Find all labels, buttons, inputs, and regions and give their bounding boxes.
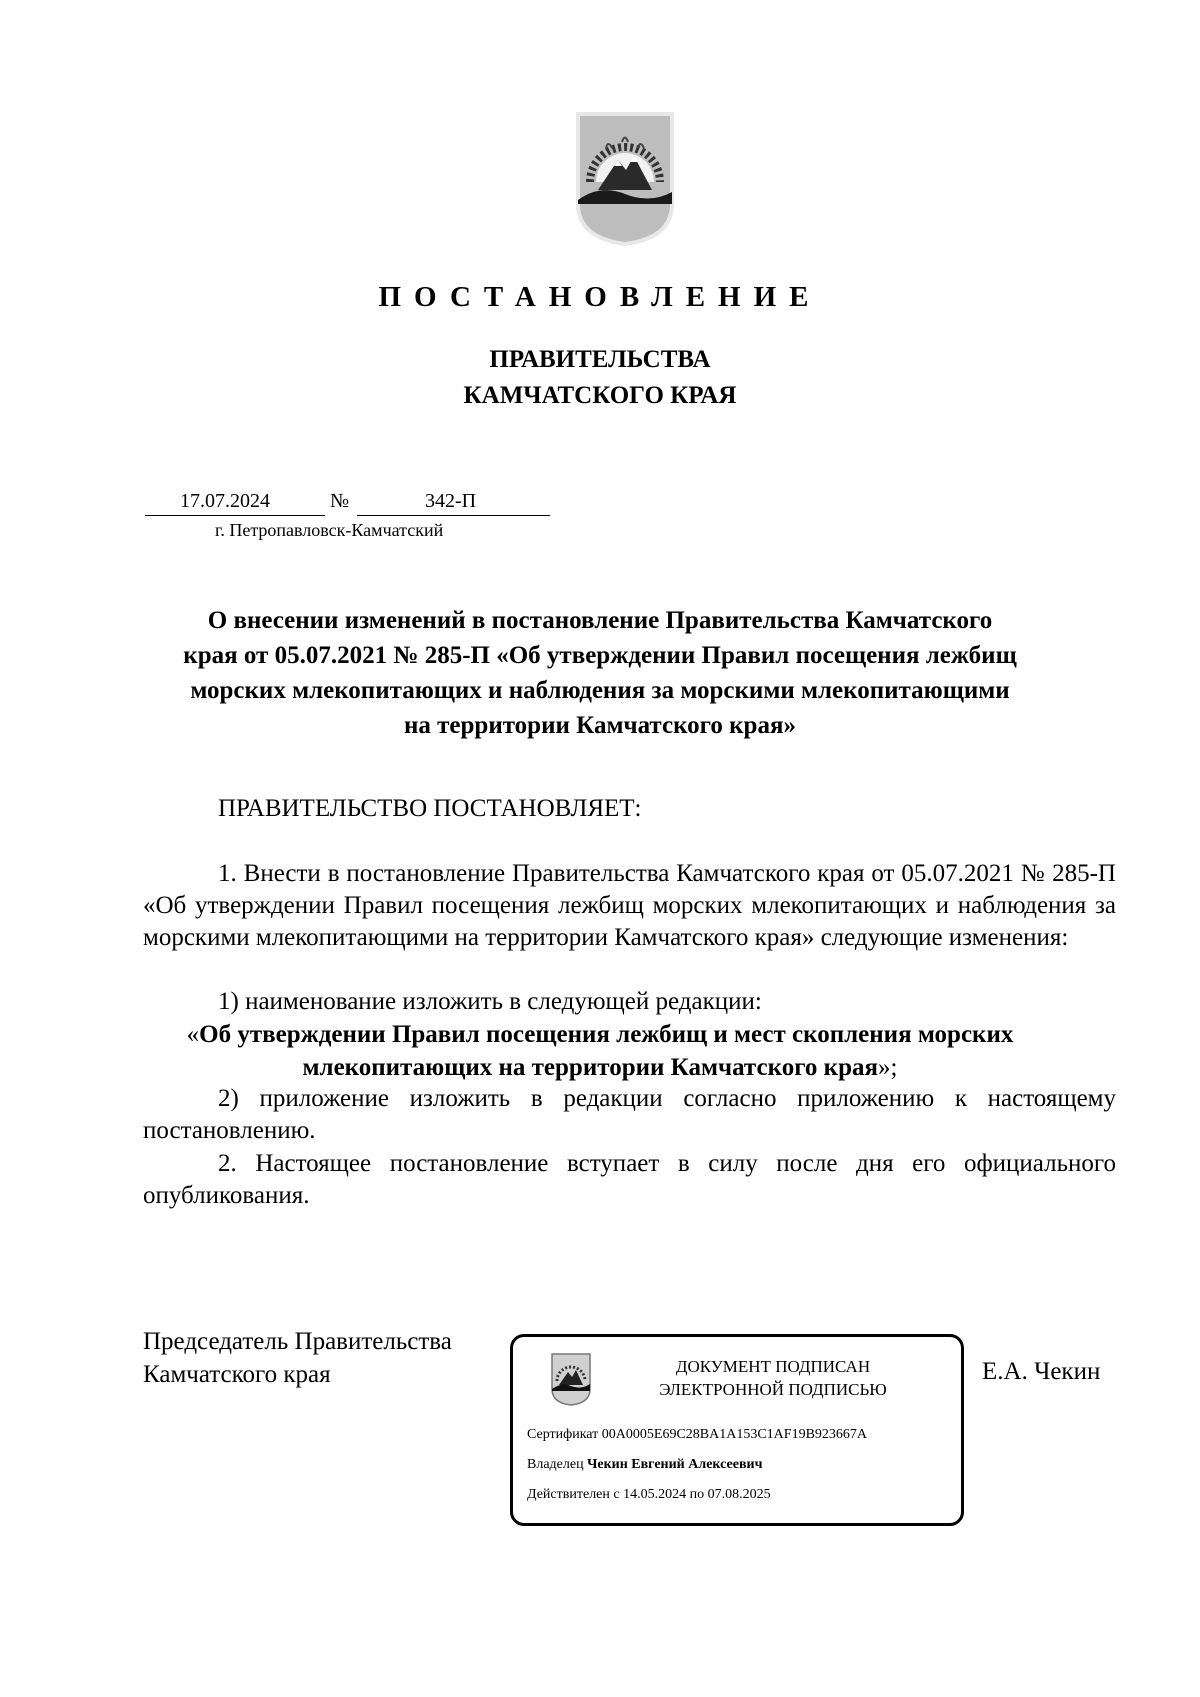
certificate-label: Сертификат: [527, 1427, 599, 1442]
document-type: ПОСТАНОВЛЕНИЕ: [378, 281, 822, 313]
position-line-2: Камчатского края: [143, 1361, 331, 1388]
paragraph-2: 2. Настоящее постановление вступает в силу после дня его официального опубликования.: [143, 1150, 1116, 1209]
paragraph-1: 1. Внести в постановление Правительства Камчатского края от 05.07.2021 № 285-П «Об утверждении Правил посещения лежбищ морских млекопитающих и наблюдения за морскими млекопитающими на территории Камчатского края» следующие изменения:: [143, 860, 1116, 951]
certificate-value: 00A0005E69C28BA1A153C1AF19B923667A: [601, 1427, 868, 1442]
stamp-heading-line-2: ЭЛЕКТРОННОЙ ПОДПИСЬЮ: [659, 1380, 887, 1399]
paragraph-1-item-2: 2) приложение изложить в редакции согласно приложению к настоящему постановлению.: [143, 1085, 1116, 1144]
title-line: О внесении изменений в постановление Правительства Камчатского: [207, 607, 993, 634]
title-line: края от 05.07.2021 № 285-П «Об утверждении Правил посещения лежбищ: [183, 642, 1017, 669]
new-name-quote: [0, 1018, 1200, 1084]
issuer-line-1: ПРАВИТЕЛЬСТВА: [489, 346, 711, 373]
certificate-row: [527, 1427, 867, 1443]
quote-line-1: Об утверждении Правил посещения лежбищ и мест скопления морских: [199, 1021, 1014, 1048]
title-line: морских млекопитающих и наблюдения за морскими млекопитающими: [190, 677, 1010, 704]
validity-from: 14.05.2024: [623, 1487, 687, 1502]
validity-to-label: по: [689, 1487, 705, 1502]
signatory-position: [143, 1325, 452, 1391]
decree-heading: ПРАВИТЕЛЬСТВО ПОСТАНОВЛЯЕТ:: [218, 795, 642, 822]
signatory-name: Е.А. Чекин: [982, 1358, 1101, 1385]
number-underline: [357, 515, 550, 516]
paragraph-1-item-1: 1) наименование изложить в следующей редакции:: [218, 988, 762, 1015]
validity-label: Действителен с: [527, 1487, 620, 1502]
owner-label: Владелец: [527, 1457, 584, 1472]
document-number: 342-П: [425, 490, 477, 512]
owner-value: Чекин Евгений Алексеевич: [587, 1457, 763, 1472]
validity-to: 07.08.2025: [707, 1487, 771, 1502]
issuer-line-2: КАМЧАТСКОГО КРАЯ: [463, 382, 737, 409]
quote-close: »;: [878, 1054, 898, 1081]
stamp-emblem-icon: [549, 1351, 593, 1407]
position-line-1: Председатель Правительства: [143, 1328, 452, 1355]
stamp-heading: [608, 1355, 938, 1401]
stamp-heading-line-1: ДОКУМЕНТ ПОДПИСАН: [675, 1357, 871, 1376]
validity-row: [527, 1487, 771, 1503]
quote-open: «: [186, 1021, 200, 1048]
document-title: [150, 603, 1050, 743]
date-number-line: [145, 490, 550, 518]
owner-row: [527, 1457, 762, 1473]
kamchatka-coat-of-arms-icon: [570, 108, 680, 246]
quote-line-2: млекопитающих на территории Камчатского края: [302, 1054, 879, 1081]
number-sign: №: [330, 490, 350, 512]
city: г. Петропавловск-Камчатский: [215, 520, 444, 540]
date-underline: [145, 515, 325, 516]
document-date: 17.07.2024: [180, 490, 270, 512]
title-line: на территории Камчатского края»: [403, 712, 796, 739]
electronic-signature-stamp: [510, 1334, 964, 1526]
